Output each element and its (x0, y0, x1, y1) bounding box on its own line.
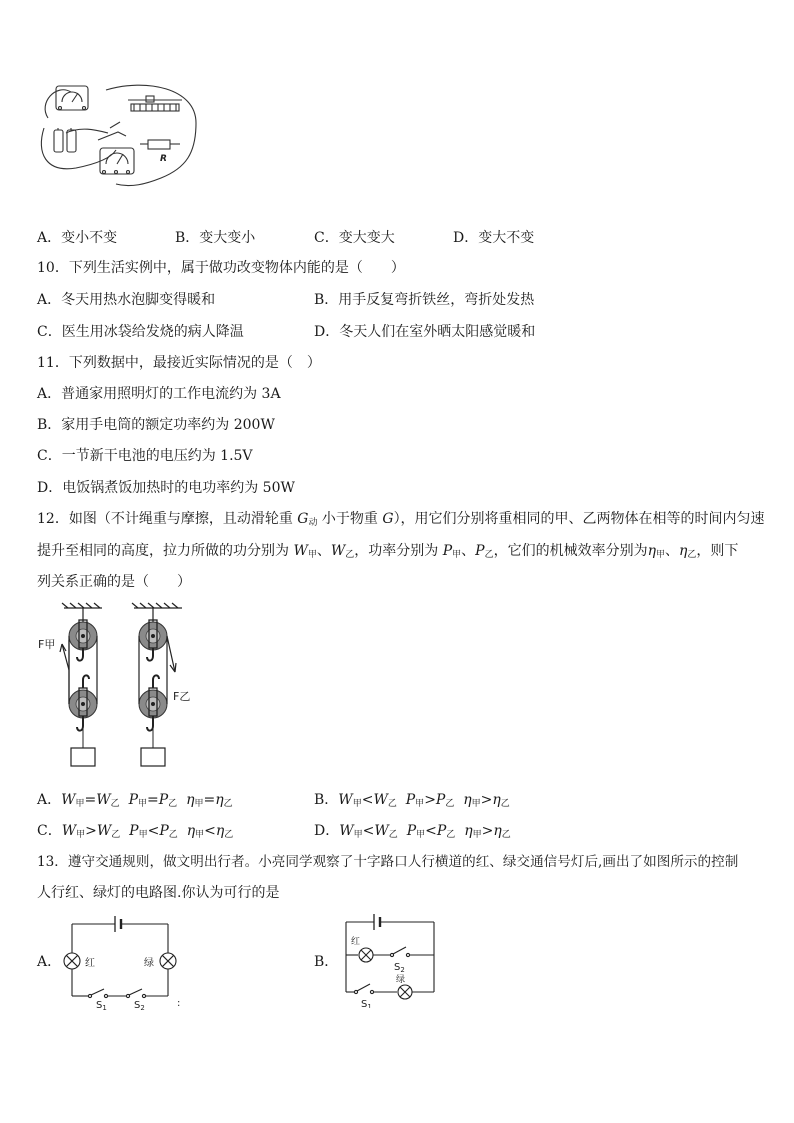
q12-stem-line2: 提升至相同的高度，拉力所做的功分别为 $W_甲$、$W_乙$，功率分别为 $P_甲$、$P_乙$，它们的机械效率分别为$\eta_甲$、$\eta_乙$，则下 (37, 543, 739, 560)
q13-circuit-a (60, 908, 190, 1010)
q9-resistor-label: R (160, 154, 167, 164)
q12-stem-line3: 列关系正确的是（ ） (37, 574, 191, 590)
q12-stem-line1: 12．如图（不计绳重与摩擦，且动滑轮重 $G_动$ 小于物重 G），用它们分别将重相同的甲、乙两物体在相等的时间内匀速 (37, 511, 765, 528)
q13-stem-line2: 人行红、绿灯的电路图.你认为可行的是 (37, 885, 280, 901)
q12-option-a: A．$W_甲=W_乙$ $P_甲=P_乙$ $\eta_甲=\eta_乙$ (37, 792, 233, 809)
q13-b-s1-label: $S_1$ (361, 999, 372, 1008)
q13-a-s2-label: $S_2$ (134, 1000, 145, 1010)
q10-option-b: B．用手反复弯折铁丝，弯折处发热 (314, 292, 535, 308)
q9-option-d: D．变大不变 (453, 230, 535, 246)
q10-option-c: C．医生用冰袋给发烧的病人降温 (37, 324, 244, 340)
q10-option-a: A．冬天用热水泡脚变得暖和 (37, 292, 216, 308)
q9-circuit-figure (36, 78, 206, 190)
q9-option-c: C．变大变大 (314, 230, 395, 246)
q12-label-f-jia: F甲 (38, 638, 56, 651)
q10-option-d: D．冬天人们在室外晒太阳感觉暖和 (314, 324, 536, 340)
q13-option-a-label: A． (37, 954, 62, 970)
q13-a-s1-label: $S_1$ (96, 1000, 107, 1010)
q13-option-b-label: B． (314, 954, 339, 970)
q13-b-s2-label: $S_2$ (394, 962, 405, 974)
q13-a-green-label: 绿 (144, 958, 154, 969)
q13-stem-line1: 13．遵守交通规则，做文明出行者。小亮同学观察了十字路口人行横道的红、绿交通信号灯后,画出了如图所示的控制 (37, 854, 739, 870)
svg-text::: : (177, 998, 181, 1009)
q11-stem: 11．下列数据中，最接近实际情况的是（ ） (37, 355, 321, 371)
q11-option-c: C．一节新干电池的电压约为 1.5V (37, 448, 253, 464)
q10-stem: 10．下列生活实例中，属于做功改变物体内能的是（ ） (37, 260, 405, 276)
q12-option-c: C．$W_甲>W_乙$ $P_甲<P_乙$ $\eta_甲<\eta_乙$ (37, 823, 234, 840)
q9-option-b: B．变大变小 (175, 230, 256, 246)
q9-option-a: A．变小不变 (37, 230, 118, 246)
q11-option-d: D．电饭锅煮饭加热时的电功率约为 50W (37, 480, 295, 496)
q12-pulley-figure (36, 600, 196, 772)
q13-circuit-b (336, 908, 446, 1008)
q13-b-green-label: 绿 (396, 975, 406, 985)
q11-option-b: B．家用手电筒的额定功率约为 200W (37, 417, 275, 433)
q12-option-d: D．$W_甲<W_乙$ $P_甲<P_乙$ $\eta_甲>\eta_乙$ (314, 823, 511, 840)
q12-label-f-yi: F乙 (173, 690, 191, 703)
q13-a-red-label: 红 (85, 958, 95, 969)
q11-option-a: A．普通家用照明灯的工作电流约为 3A (37, 386, 281, 402)
q13-b-red-label: 红 (351, 937, 361, 947)
q12-option-b: B．$W_甲<W_乙$ $P_甲>P_乙$ $\eta_甲>\eta_乙$ (314, 792, 510, 809)
